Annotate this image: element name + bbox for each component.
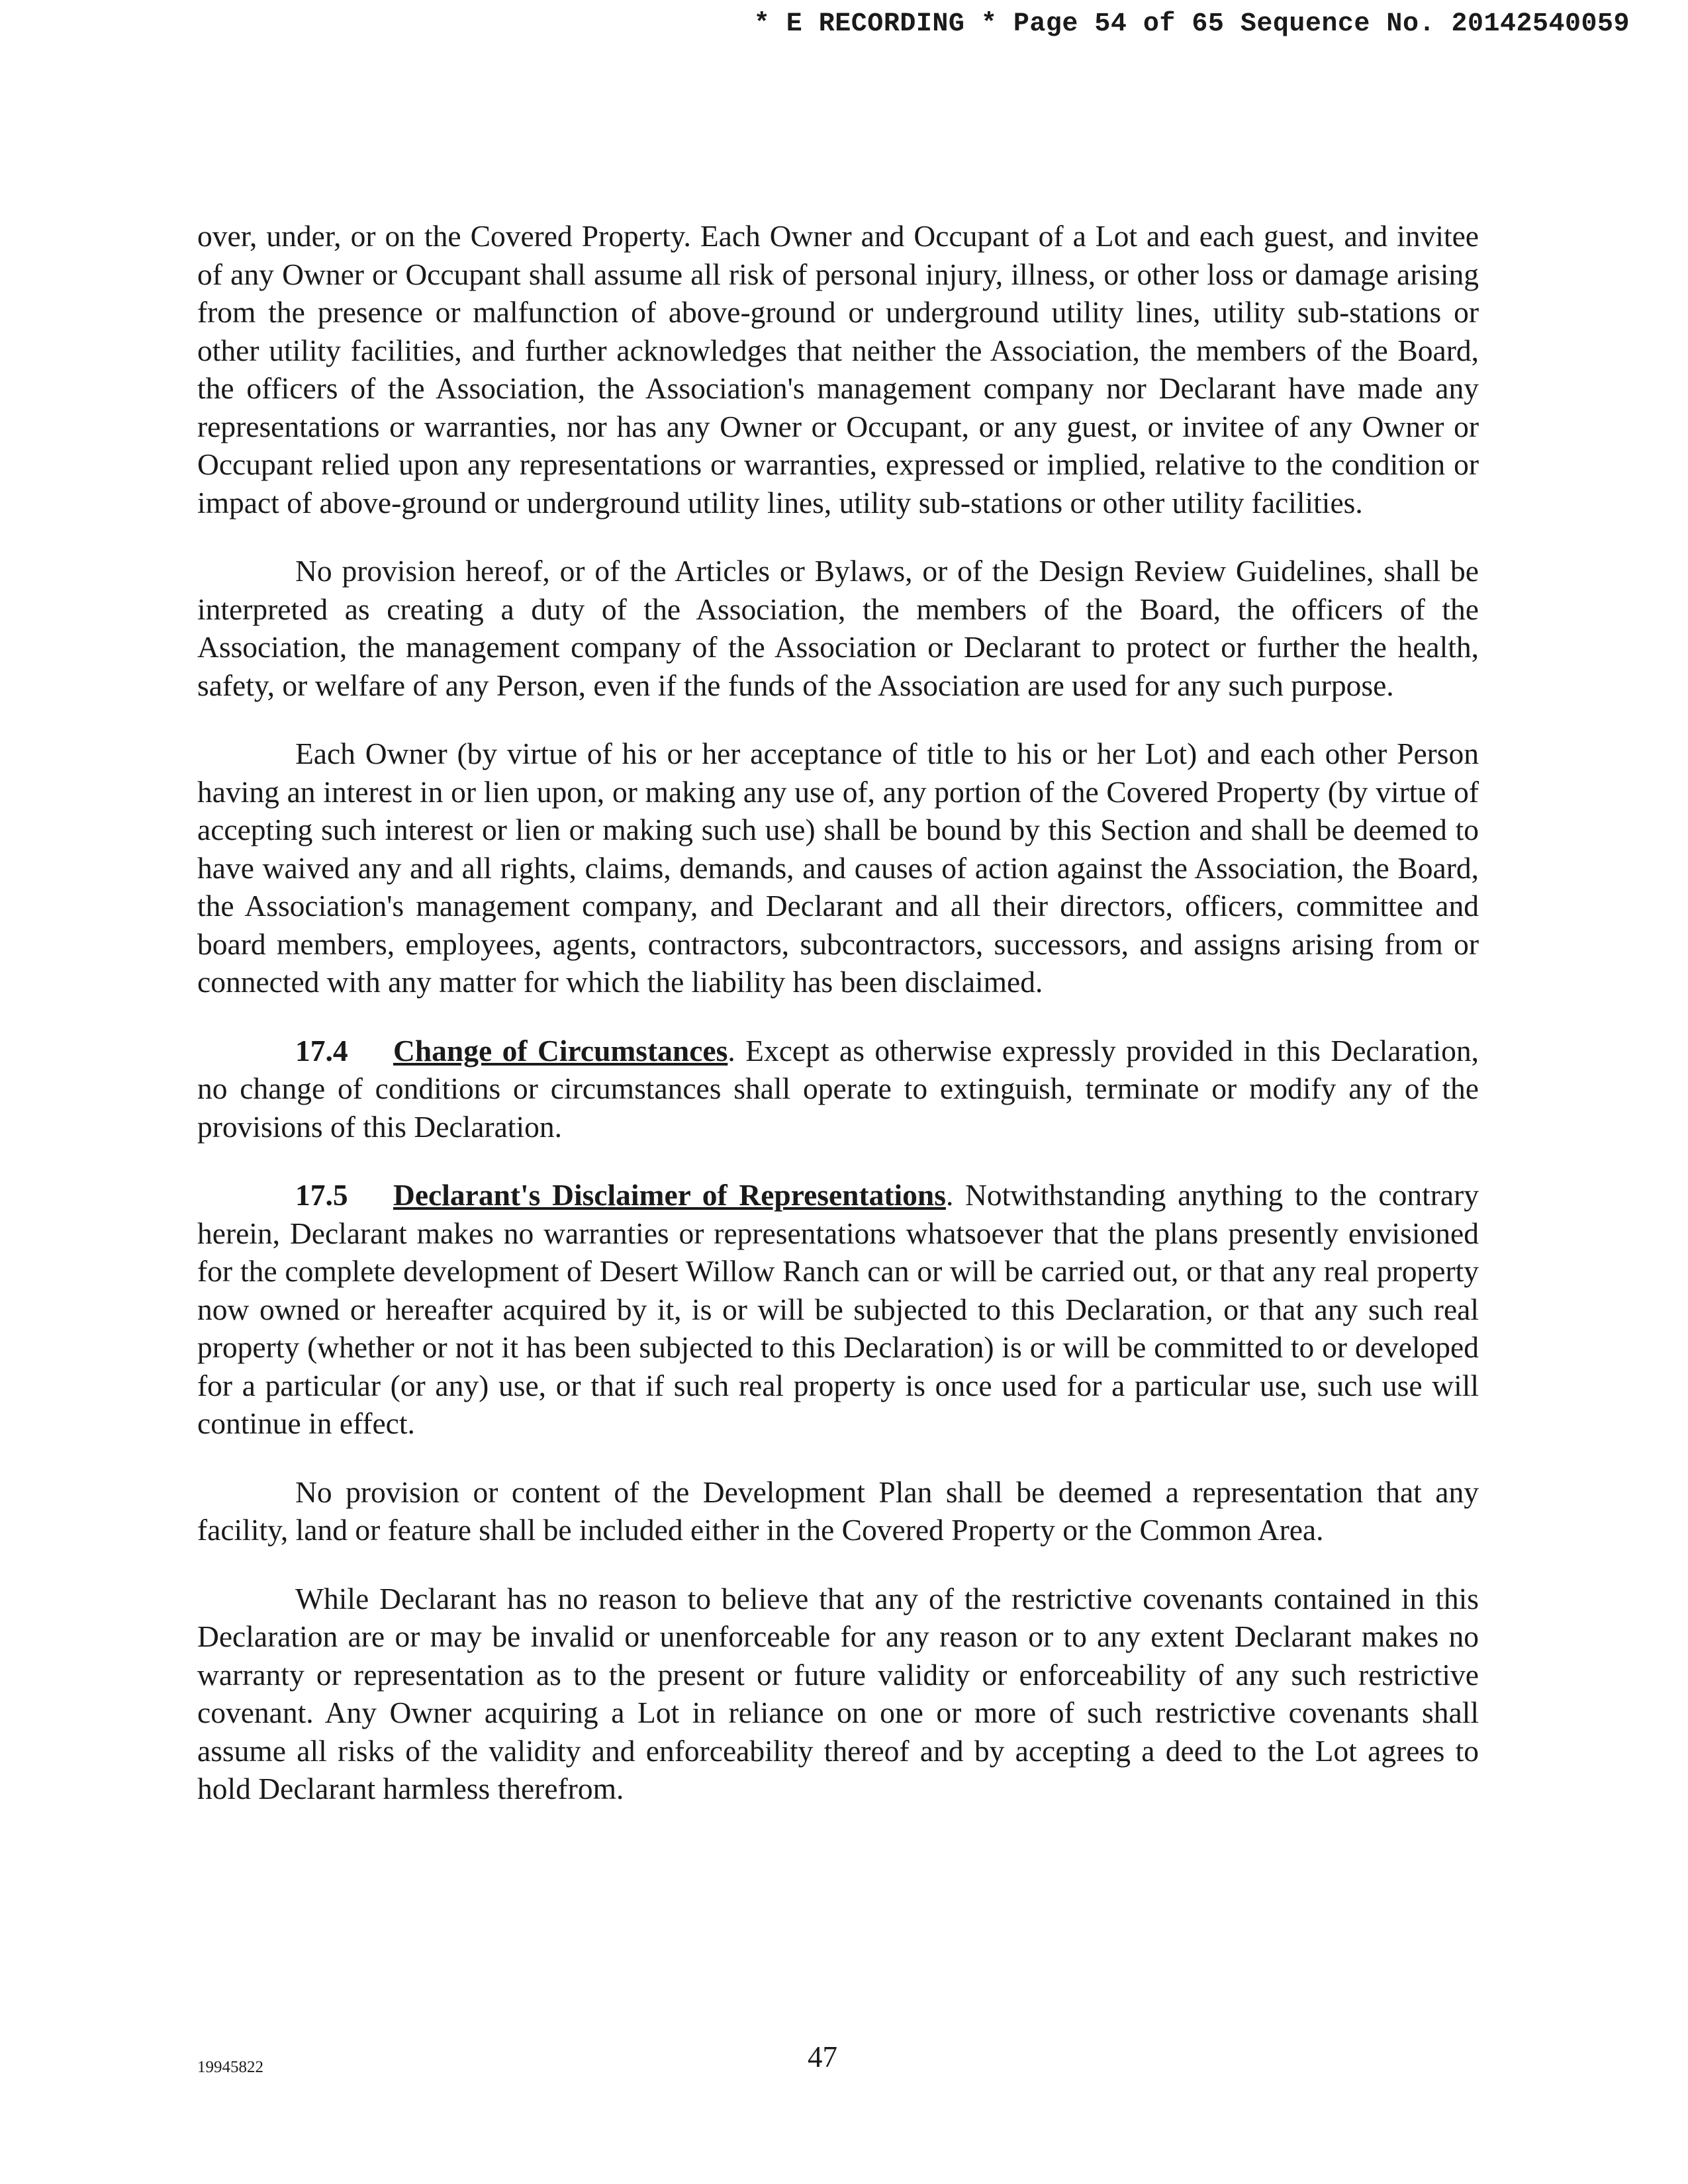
recording-header: * E RECORDING * Page 54 of 65 Sequence No. 20142540059 xyxy=(753,9,1630,39)
paragraph-development-plan: No provision or content of the Development Plan shall be deemed a representation that any facility, land or feature shall be included either in the Covered Property or the Common Area. xyxy=(197,1475,1479,1547)
paragraph-continuation: over, under, or on the Covered Property. Each Owner and Occupant of a Lot and each guest, and invitee of any Owner or Occupant shall assume all risk of personal injury, illness, or other loss or damage arising from the presence or malfunction of above-ground or underground utility lines, utility sub-stations or other utility facilities, and further acknowledges that neither the Association, the members of the Board, the officers of the Association, the Association's management company nor Declarant have made any representations or warranties, nor has any Owner or Occupant, or any guest, or invitee of any Owner or Occupant relied upon any representations or warranties, expressed or implied, relative to the condition or impact of above-ground or underground utility lines, utility sub-stations or other utility facilities. xyxy=(197,219,1479,520)
section-number: 17.4 xyxy=(295,1033,348,1068)
paragraph-restrictive-covenants: While Declarant has no reason to believe that any of the restrictive covenants contained in this Declaration are or may be invalid or unenforceable for any reason or to any extent Declarant makes no warranty or representation as to the present or future validity or enforceability of any such restrictive covenant. Any Owner acquiring a Lot in reliance on one or more of such restrictive covenants shall assume all risks of the validity and enforceability thereof and by accepting a deed to the Lot agrees to hold Declarant harmless therefrom. xyxy=(197,1581,1479,1805)
section-title: Declarant's Disclaimer of Representations xyxy=(393,1178,946,1212)
paragraph-waiver: Each Owner (by virtue of his or her acceptance of title to his or her Lot) and each other Person having an interest in or lien upon, or making any use of, any portion of the Covered Property (by virtue of accepting such interest or lien or making such use) shall be bound by this Section and shall be deemed to have waived any and all rights, claims, demands, and causes of action against the Association, the Board, the Association's management company, and Declarant and all their directors, officers, committee and board members, employees, agents, contractors, subcontractors, successors, and assigns arising from or connected with any matter for which the liability has been disclaimed. xyxy=(197,737,1479,999)
document-number: 19945822 xyxy=(197,2058,263,2076)
section-17-5 xyxy=(197,1176,1479,1443)
page-number: 47 xyxy=(808,2040,837,2073)
document-body xyxy=(197,217,1479,1839)
section-title: Change of Circumstances xyxy=(393,1033,728,1068)
paragraph-no-duty: No provision hereof, or of the Articles or Bylaws, or of the Design Review Guidelines, shall be interpreted as creating a duty of the Association, the members of the Board, the officers of the Association, the management company of the Association or Declarant to protect or further the health, safety, or welfare of any Person, even if the funds of the Association are used for any such purpose. xyxy=(197,554,1479,702)
section-text: . Notwithstanding anything to the contrary herein, Declarant makes no warranties or representations whatsoever that the plans presently envisioned for the complete development of Desert Willow Ranch can or will be carried out, or that any real property now owned or hereafter acquired by it, is or will be subjected to this Declaration, or that any such real property (whether or not it has been subjected to this Declaration) is or will be committed to or developed for a particular (or any) use, or that if such real property is once used for a particular use, such use will continue in effect. xyxy=(197,1178,1479,1440)
section-number: 17.5 xyxy=(295,1178,348,1212)
section-17-4 xyxy=(197,1032,1479,1146)
section-text: . Except as otherwise expressly provided in this Declaration, no change of conditions or circumstances shall operate to extinguish, terminate or modify any of the provisions of this Declaration. xyxy=(197,1033,1479,1144)
